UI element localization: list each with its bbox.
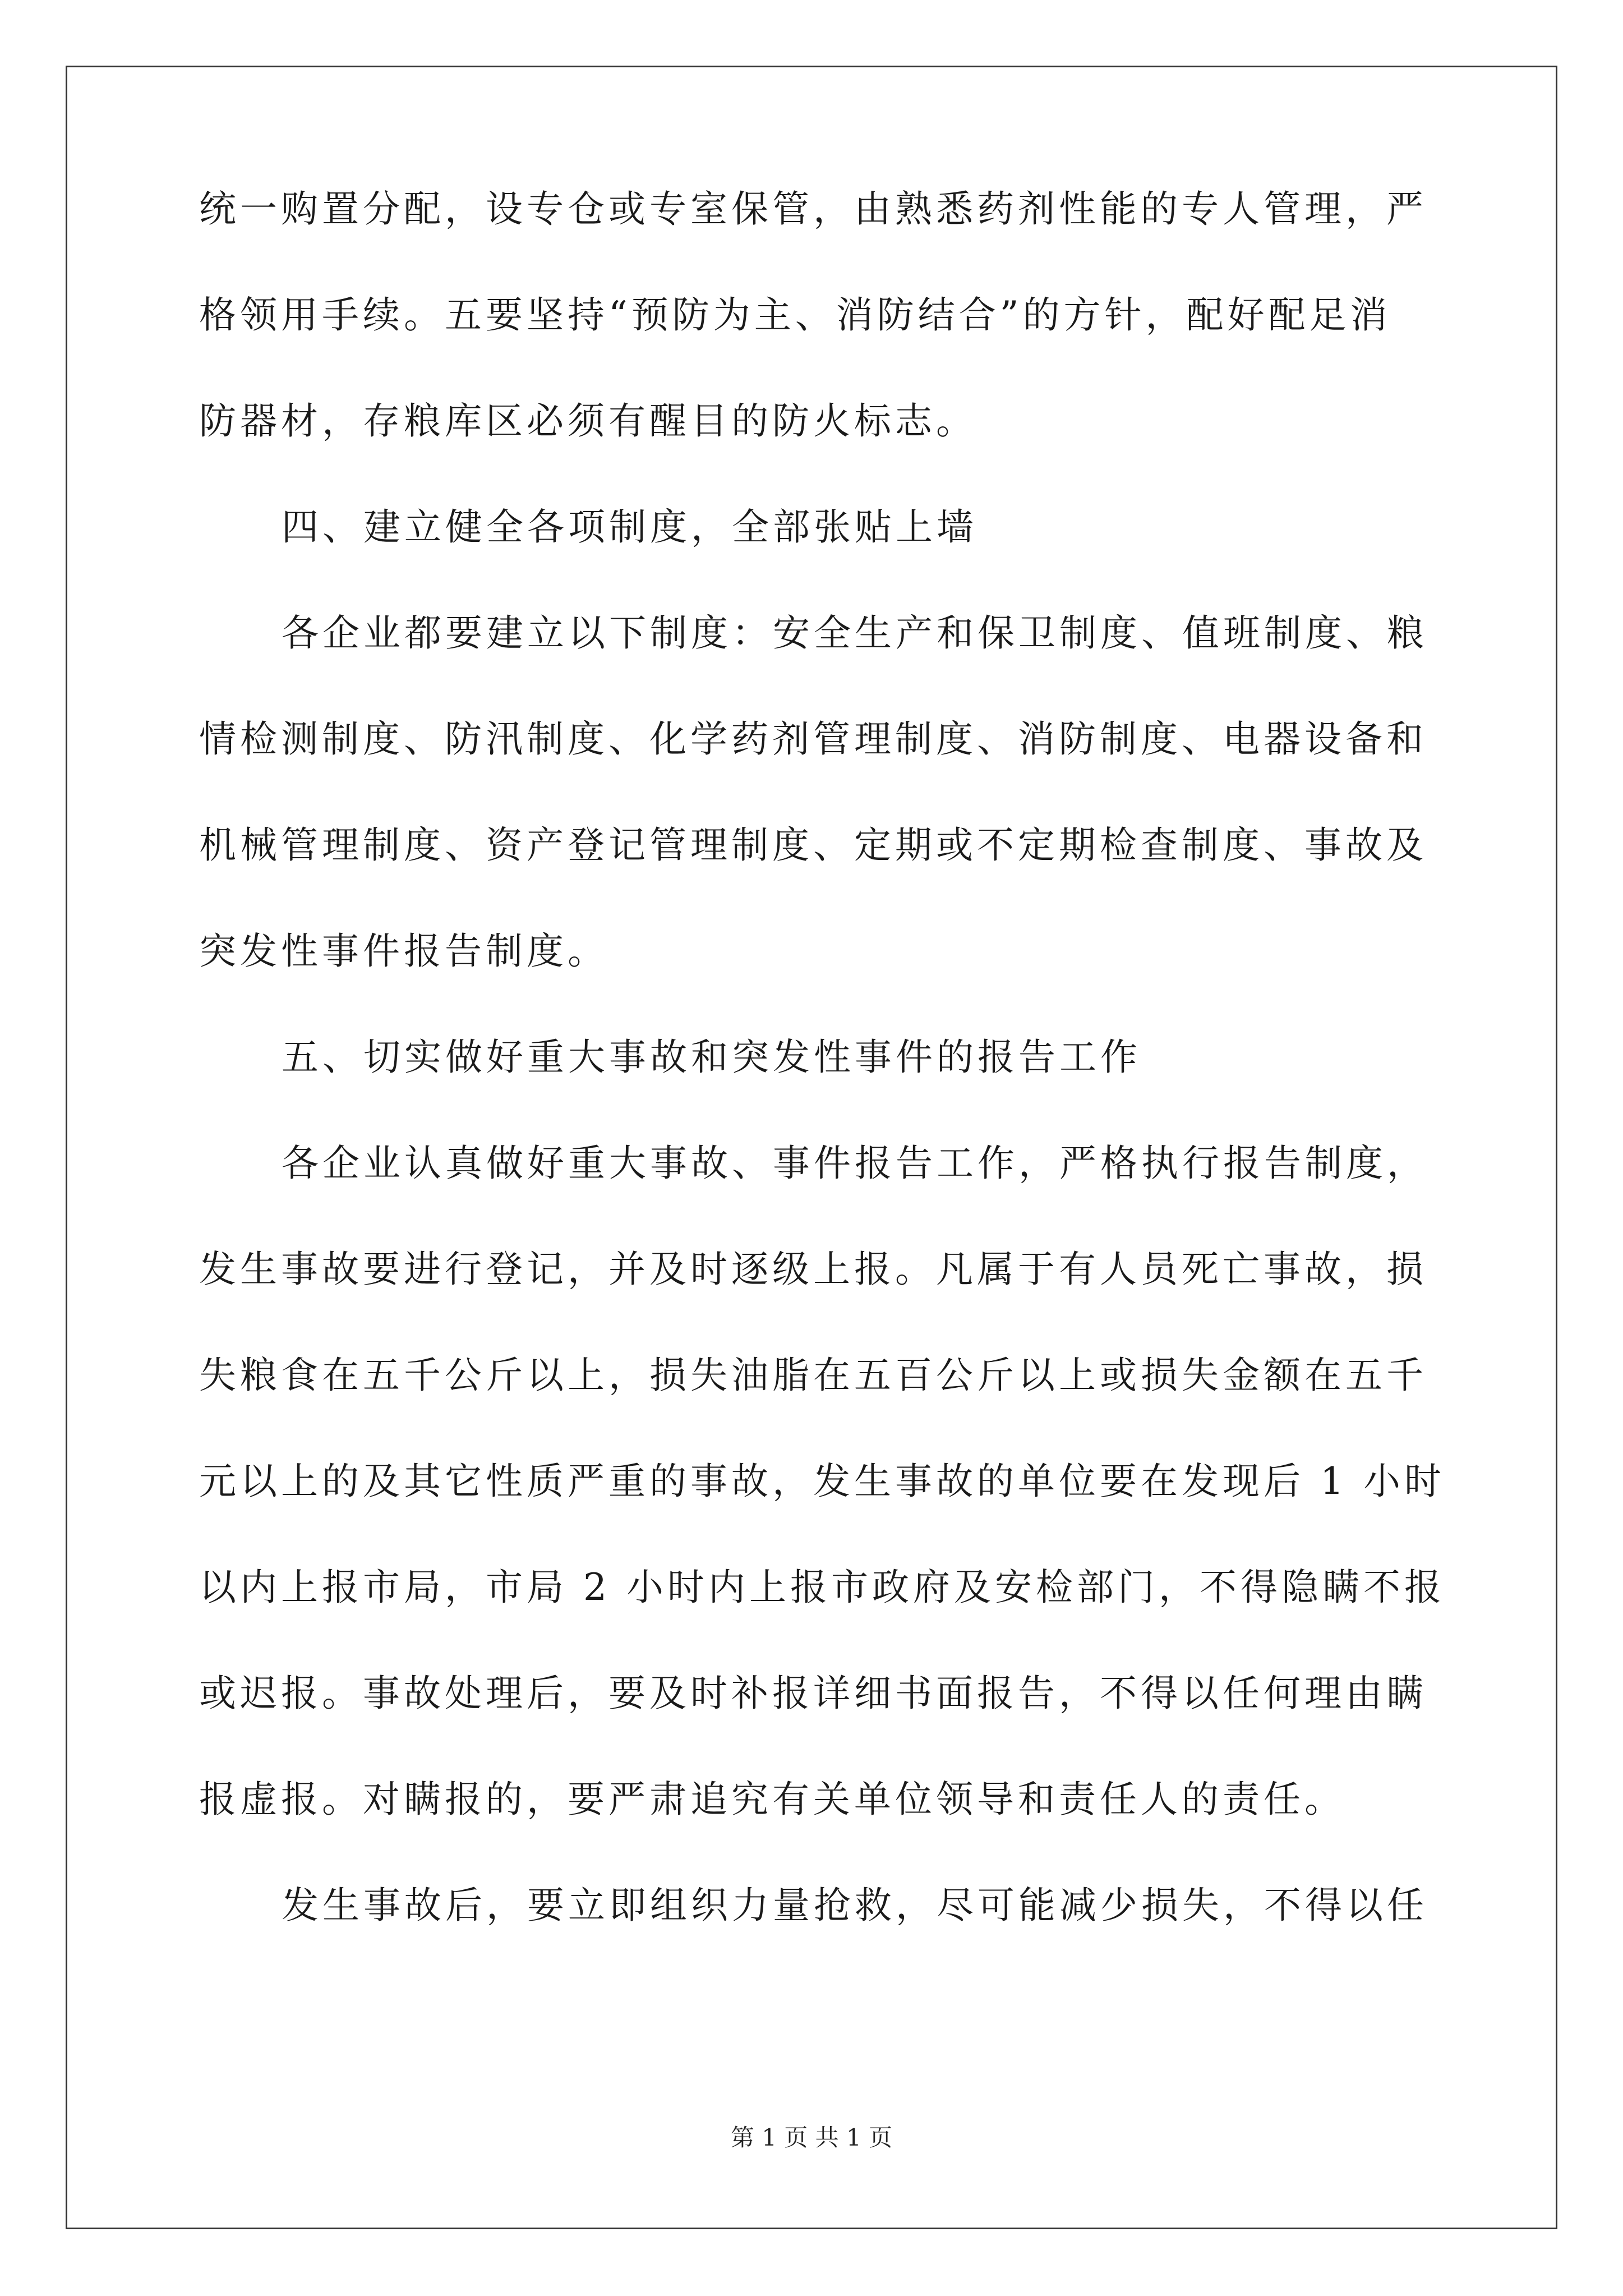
section-heading-5: 五、切实做好重大事故和突发性事件的报告工作 bbox=[282, 1036, 1141, 1079]
text-line-5: 各企业都要建立以下制度：安全生产和保卫制度、值班制度、粮 bbox=[282, 611, 1428, 655]
text-line-1: 统一购置分配，设专仓或专室保管，由熟悉药剂性能的专人管理，严 bbox=[199, 187, 1427, 231]
text-line-17: 发生事故后，要立即组织力量抢救，尽可能减少损失，不得以任 bbox=[282, 1884, 1428, 1927]
text-line-10: 各企业认真做好重大事故、事件报告工作，严格执行报告制度， bbox=[282, 1142, 1428, 1185]
section-heading-4: 四、建立健全各项制度，全部张贴上墙 bbox=[282, 505, 978, 549]
text-line-3: 防器材，存粮库区必须有醒目的防火标志。 bbox=[199, 399, 977, 443]
text-line-6: 情检测制度、防汛制度、化学药剂管理制度、消防制度、电器设备和 bbox=[199, 717, 1427, 761]
text-line-13: 元以上的及其它性质严重的事故，发生事故的单位要在发现后 1 小时 bbox=[199, 1460, 1445, 1503]
document-body bbox=[199, 187, 1445, 1993]
text-line-2: 格领用手续。五要坚持“预防为主、消防结合”的方针，配好配足消 bbox=[199, 293, 1391, 337]
text-line-16: 报虚报。对瞒报的，要严肃追究有关单位领导和责任人的责任。 bbox=[199, 1778, 1345, 1821]
text-line-15: 或迟报。事故处理后，要及时补报详细书面报告，不得以任何理由瞒 bbox=[199, 1672, 1427, 1715]
page-number-footer: 第 1 页 共 1 页 bbox=[730, 2124, 893, 2151]
text-line-8: 突发性事件报告制度。 bbox=[199, 930, 608, 973]
text-line-12: 失粮食在五千公斤以上，损失油脂在五百公斤以上或损失金额在五千 bbox=[199, 1354, 1427, 1397]
text-line-7: 机械管理制度、资产登记管理制度、定期或不定期检查制度、事故及 bbox=[199, 823, 1427, 867]
text-line-14: 以内上报市局，市局 2 小时内上报市政府及安检部门，不得隐瞒不报 bbox=[199, 1566, 1445, 1609]
text-line-11: 发生事故要进行登记，并及时逐级上报。凡属于有人员死亡事故，损 bbox=[199, 1248, 1427, 1291]
